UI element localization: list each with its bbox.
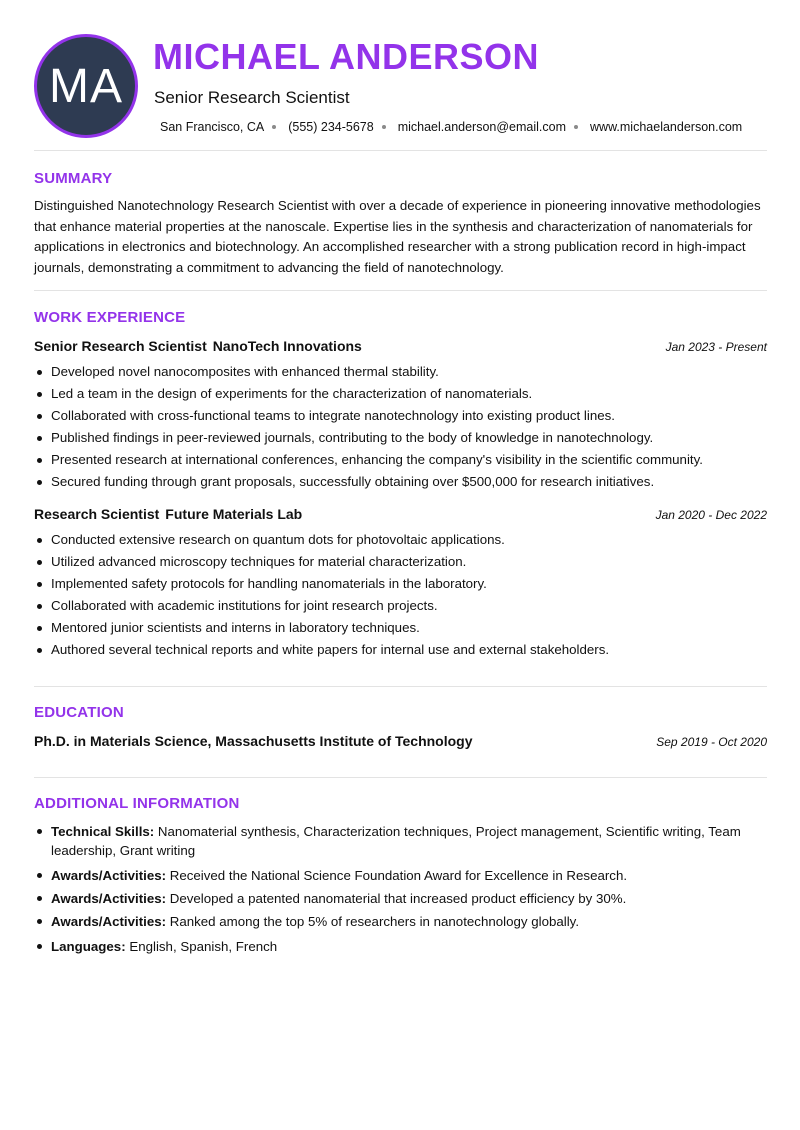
info-text: Developed a patented nanomaterial that increased product efficiency by 30%. xyxy=(169,891,627,906)
job-company: Future Materials Lab xyxy=(165,506,303,522)
list-item: Secured funding through grant proposals, successfully obtaining over $500,000 for research initiatives. xyxy=(34,473,769,495)
contact-phone[interactable]: (555) 234-5678 xyxy=(288,120,374,134)
job-date: Jan 2020 - Dec 2022 xyxy=(655,508,767,522)
list-item xyxy=(34,889,769,908)
list-item: Collaborated with cross-functional teams to integrate nanotechnology into existing product lines. xyxy=(34,407,769,429)
separator-dot-icon xyxy=(574,125,578,129)
list-item: Authored several technical reports and white papers for internal use and external stakeholders. xyxy=(34,641,769,663)
section-divider xyxy=(34,150,767,151)
contact-bar xyxy=(160,120,742,134)
candidate-name: MICHAEL ANDERSON xyxy=(153,36,540,77)
summary-line: Distinguished Nanotechnology Research Scientist with over a decade of experience in pioneering innovative methodologies xyxy=(34,198,761,213)
list-item: Utilized advanced microscopy techniques for material characterization. xyxy=(34,553,769,575)
list-item: Published findings in peer-reviewed journals, contributing to the body of knowledge in nanotechnology. xyxy=(34,429,769,451)
education-entry xyxy=(34,733,767,749)
list-item xyxy=(34,822,769,860)
summary-text xyxy=(34,196,770,278)
list-item: Developed novel nanocomposites with enhanced thermal stability. xyxy=(34,363,769,385)
list-item: Led a team in the design of experiments for the characterization of nanomaterials. xyxy=(34,385,769,407)
job-title: Research Scientist xyxy=(34,506,160,522)
job-title-line xyxy=(34,338,362,354)
info-label: Technical Skills: xyxy=(51,824,155,839)
separator-dot-icon xyxy=(382,125,386,129)
info-label: Awards/Activities: xyxy=(51,914,167,929)
section-divider xyxy=(34,290,767,291)
info-label: Languages: xyxy=(51,939,126,954)
list-item: Implemented safety protocols for handling nanomaterials in the laboratory. xyxy=(34,575,769,597)
job-header xyxy=(34,506,767,522)
section-divider xyxy=(34,686,767,687)
list-item: Conducted extensive research on quantum dots for photovoltaic applications. xyxy=(34,531,769,553)
list-item: Presented research at international conferences, enhancing the company's visibility in the scientific community. xyxy=(34,451,769,473)
list-item xyxy=(34,937,769,956)
job-title-line xyxy=(34,506,302,522)
avatar xyxy=(34,34,138,138)
job-bullet-list xyxy=(34,531,769,663)
education-date: Sep 2019 - Oct 2020 xyxy=(656,735,767,749)
summary-heading: SUMMARY xyxy=(34,170,113,187)
list-item xyxy=(34,866,769,885)
info-text: Received the National Science Foundation Award for Excellence in Research. xyxy=(169,868,628,883)
info-text: English, Spanish, French xyxy=(129,939,278,954)
info-text: Nanomaterial synthesis, Characterization techniques, Project management, Scientific writing, Team leadership, Grant writing xyxy=(51,824,741,858)
info-text: Ranked among the top 5% of researchers in nanotechnology globally. xyxy=(169,914,580,929)
info-label: Awards/Activities: xyxy=(51,891,167,906)
candidate-role: Senior Research Scientist xyxy=(154,88,350,107)
education-degree: Ph.D. in Materials Science, Massachusetts Institute of Technology xyxy=(34,733,473,749)
list-item: Mentored junior scientists and interns in laboratory techniques. xyxy=(34,619,769,641)
education-heading: EDUCATION xyxy=(34,704,124,721)
experience-heading: WORK EXPERIENCE xyxy=(34,309,186,326)
job-title: Senior Research Scientist xyxy=(34,338,207,354)
summary-line: journals, demonstrating a commitment to advancing the field of nanotechnology. xyxy=(34,259,504,275)
list-item xyxy=(34,912,769,931)
job-bullet-list xyxy=(34,363,769,495)
contact-location: San Francisco, CA xyxy=(160,120,265,134)
list-item: Collaborated with academic institutions for joint research projects. xyxy=(34,597,769,619)
avatar-initials: MA xyxy=(49,59,123,113)
summary-line: applications in electronics and biotechnology. An accomplished researcher with a strong publication record in high-impact xyxy=(34,239,746,254)
contact-email[interactable]: michael.anderson@email.com xyxy=(397,120,567,134)
contact-website[interactable]: www.michaelanderson.com xyxy=(590,120,743,134)
job-date: Jan 2023 - Present xyxy=(665,340,767,354)
section-divider xyxy=(34,777,767,778)
job-header xyxy=(34,338,767,354)
additional-heading: ADDITIONAL INFORMATION xyxy=(34,795,240,812)
additional-list xyxy=(34,822,769,960)
separator-dot-icon xyxy=(272,125,276,129)
info-label: Awards/Activities: xyxy=(51,868,167,883)
job-company: NanoTech Innovations xyxy=(212,338,362,354)
summary-line: that enhance material properties at the nanoscale. Expertise lies in the synthesis and characterization of nanomaterials for xyxy=(34,218,753,234)
